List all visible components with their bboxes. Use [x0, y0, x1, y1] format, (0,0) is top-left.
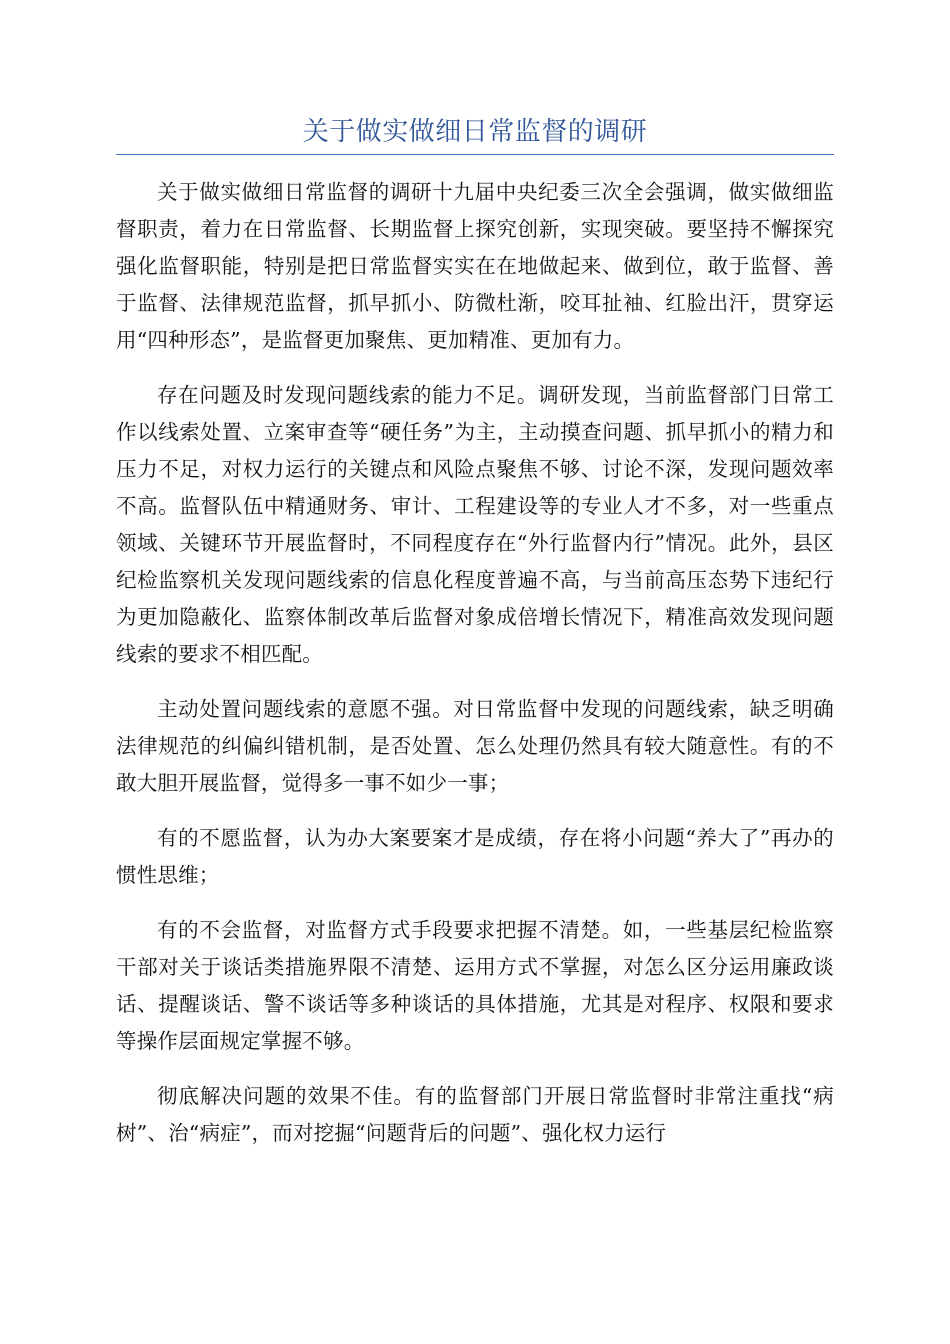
paragraph-unable-supervise: 有的不会监督，对监督方式手段要求把握不清楚。如，一些基层纪检监察干部对关于谈话类措施界限不清楚、运用方式不掌握，对怎么区分运用廉政谈话、提醒谈话、警不谈话等多种谈话的具体措施，尤其是对程序、权限和要求等操作层面规定掌握不够。 — [116, 918, 834, 1053]
paragraph-unwilling-supervise: 有的不愿监督，认为办大案要案才是成绩，存在将小问题“养大了”再办的惯性思维； — [116, 826, 834, 887]
paragraph-problem-discovery: 存在问题及时发现问题线索的能力不足。调研发现，当前监督部门日常工作以线索处置、立案审查等“硬任务”为主，主动摸查问题、抓早抓小的精力和压力不足，对权力运行的关键点和风险点聚焦不够、讨论不深，发现问题效率不高。监督队伍中精通财务、审计、工程建设等的专业人才不多，对一些重点领域、关键环节开展监督时，不同程度存在“外行监督内行”情况。此外，县区纪检监察机关发现问题线索的信息化程度普遍不高，与当前高压态势下违纪行为更加隐蔽化、监察体制改革后监督对象成倍增长情况下，精准高效发现问题线索的要求不相匹配。 — [116, 383, 834, 666]
paragraph-poor-effect: 彻底解决问题的效果不佳。有的监督部门开展日常监督时非常注重找“病树”、治“病症”，而对挖掘“问题背后的问题”、强化权力运行 — [116, 1084, 834, 1145]
document-title: 关于做实做细日常监督的调研 — [302, 117, 648, 147]
title-underline — [116, 154, 834, 155]
paragraph-handling-willingness: 主动处置问题线索的意愿不强。对日常监督中发现的问题线索，缺乏明确法律规范的纠偏纠错机制，是否处置、怎么处理仍然具有较大随意性。有的不敢大胆开展监督，觉得多一事不如少一事； — [116, 697, 834, 795]
paragraph-intro: 关于做实做细日常监督的调研十九届中央纪委三次全会强调，做实做细监督职责，着力在日常监督、长期监督上探究创新，实现突破。要坚持不懈探究强化监督职能，特别是把日常监督实实在在地做起来、做到位，敢于监督、善于监督、法律规范监督，抓早抓小、防微杜渐，咬耳扯袖、红脸出汗，贯穿运用“四种形态”，是监督更加聚焦、更加精准、更加有力。 — [116, 180, 834, 352]
document-body — [116, 174, 834, 1170]
